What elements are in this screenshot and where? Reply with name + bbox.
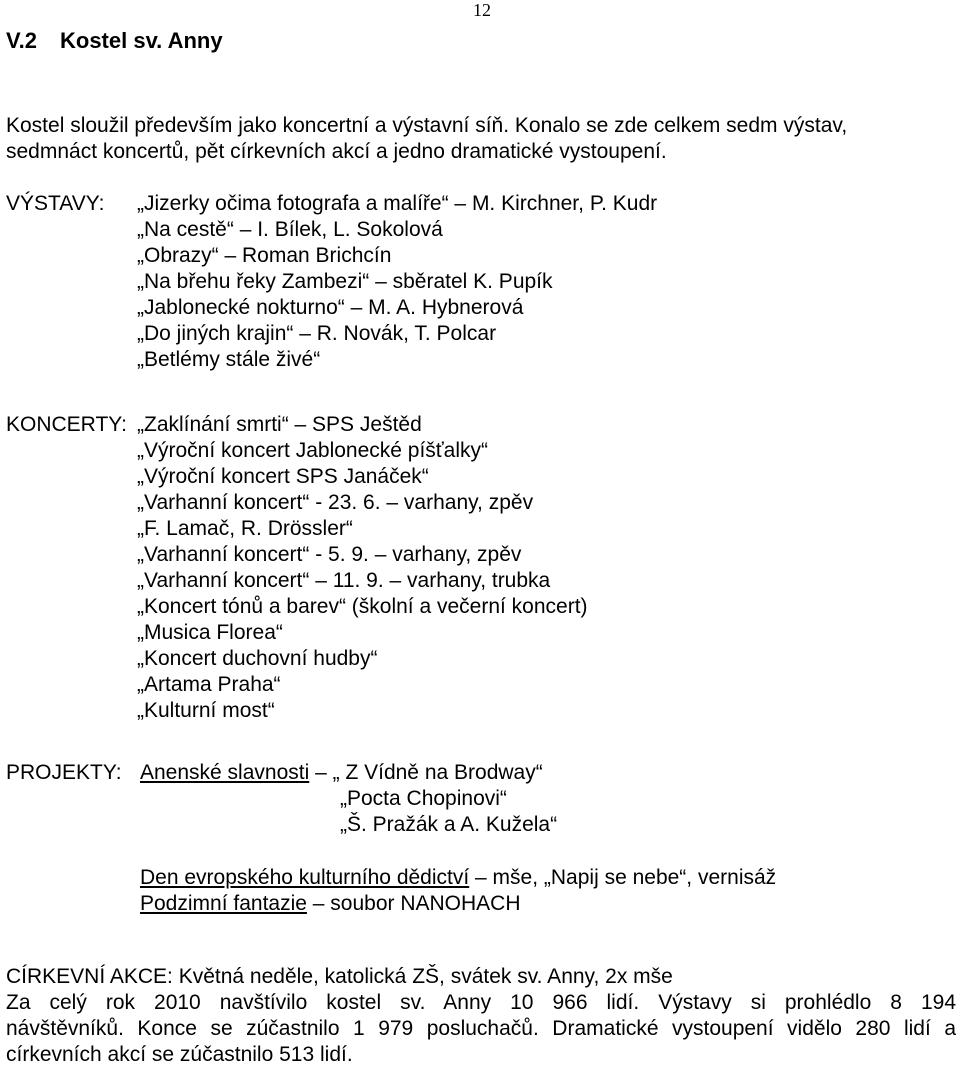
- project-anenske-detail: – „ Z Vídně na Brodway“: [309, 761, 543, 784]
- concert-item: „F. Lamač, R. Drössler“: [137, 517, 353, 540]
- concert-item: „Varhanní koncert“ - 23. 6. – varhany, zpěv: [137, 491, 534, 514]
- exhibition-item: „Obrazy“ – Roman Brichcín: [137, 244, 392, 267]
- section-number: V.2: [6, 28, 38, 53]
- vystavy-label: VÝSTAVY:: [6, 192, 105, 215]
- exhibition-item: „Betlémy stále živé“: [137, 348, 321, 371]
- koncerty-label: KONCERTY:: [6, 413, 127, 436]
- project-den: [140, 865, 776, 891]
- project-den-detail: – mše, „Napij se nebe“, vernisáž: [469, 866, 777, 889]
- project-podzimni-detail: – soubor NANOHACH: [306, 892, 521, 915]
- projekty-label: PROJEKTY:: [6, 761, 122, 784]
- section-title: Kostel sv. Anny: [60, 28, 223, 53]
- intro-line-1: Kostel sloužil především jako koncertní a výstavní síň. Konalo se zde celkem sedm výstav,: [6, 114, 848, 137]
- section-heading: [6, 28, 223, 54]
- project-den-title: Den evropského kulturního dědictví: [140, 866, 470, 889]
- concert-item: „Koncert duchovní hudby“: [137, 647, 378, 670]
- intro-line-2: sedmnáct koncertů, pět církevních akcí a jedno dramatické vystoupení.: [6, 140, 667, 163]
- project-subitem: „Pocta Chopinovi“: [340, 787, 507, 810]
- exhibition-item: „Na břehu řeky Zambezi“ – sběratel K. Pupík: [137, 270, 553, 293]
- church-events: CÍRKEVNÍ AKCE: Květná neděle, katolická ZŠ, svátek sv. Anny, 2x mše: [6, 965, 673, 988]
- summary-line-3: církevních akcí se zúčastnilo 513 lidí.: [6, 1043, 353, 1066]
- concert-item: „Výroční koncert SPS Janáček“: [137, 465, 429, 488]
- concert-item: „Kulturní most“: [137, 699, 275, 722]
- page-number: 12: [473, 0, 491, 20]
- concert-item: „Varhanní koncert“ – 11. 9. – varhany, trubka: [137, 569, 551, 592]
- concert-item: „Musica Florea“: [137, 621, 283, 644]
- exhibition-item: „Jablonecké nokturno“ – M. A. Hybnerová: [137, 296, 524, 319]
- summary-line-2: návštěvníků. Konce se zúčastnilo 1 979 posluchačů. Dramatické vystoupení vidělo 280 lidí a: [6, 1017, 956, 1040]
- concert-item: „Výroční koncert Jablonecké píšťalky“: [137, 439, 489, 462]
- exhibition-item: „Na cestě“ – I. Bílek, L. Sokolová: [137, 218, 443, 241]
- project-podzimni: [140, 891, 521, 917]
- project-subitem: „Š. Pražák a A. Kužela“: [340, 813, 558, 836]
- summary-line-1: Za celý rok 2010 navštívilo kostel sv. Anny 10 966 lidí. Výstavy si prohlédlo 8 194: [6, 991, 956, 1014]
- concert-item: „Varhanní koncert“ - 5. 9. – varhany, zpěv: [137, 543, 522, 566]
- exhibition-item: „Do jiných krajin“ – R. Novák, T. Polcar: [137, 322, 497, 345]
- exhibition-item: „Jizerky očima fotografa a malíře“ – M. Kirchner, P. Kudr: [137, 192, 658, 215]
- project-podzimni-title: Podzimní fantazie: [140, 892, 307, 915]
- concert-item: „Zaklínání smrti“ – SPS Ještěd: [137, 413, 422, 436]
- concert-item: „Artama Praha“: [137, 673, 281, 696]
- concert-item: „Koncert tónů a barev“ (školní a večerní koncert): [137, 595, 588, 618]
- project-anenske-title: Anenské slavnosti: [140, 761, 310, 784]
- project-anenske: [140, 760, 543, 786]
